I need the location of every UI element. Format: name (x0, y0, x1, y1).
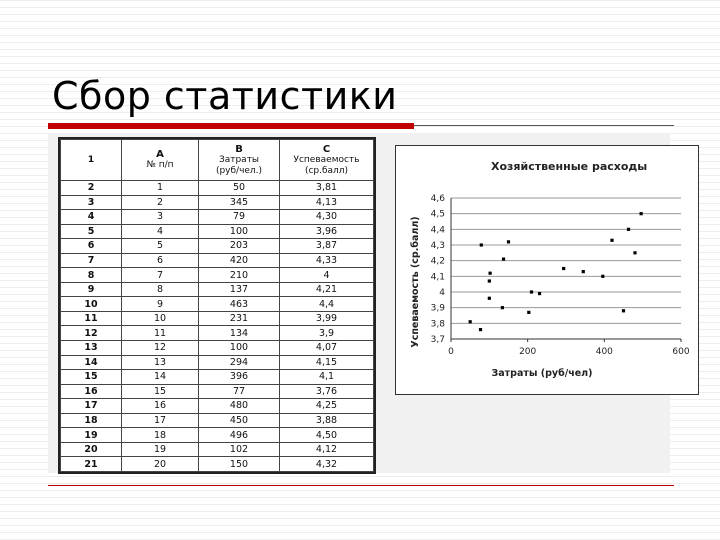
table-cell: 79 (199, 210, 280, 225)
data-point (489, 272, 492, 275)
table-row (61, 253, 374, 268)
header-cell-b (199, 140, 280, 181)
table-cell: 4,12 (280, 442, 374, 457)
table-row (61, 297, 374, 312)
table-cell: 20 (61, 442, 122, 457)
slide-title: Сбор статистики (52, 74, 398, 118)
table-cell: 396 (199, 370, 280, 385)
table-cell: 6 (61, 239, 122, 254)
scatter-chart (395, 145, 699, 395)
data-point (502, 258, 505, 261)
x-tick-label: 400 (595, 347, 613, 357)
table-cell: 3,96 (280, 224, 374, 239)
table-row (61, 268, 374, 283)
data-point (601, 275, 604, 278)
table-row (61, 181, 374, 196)
y-tick-label: 3,9 (430, 303, 445, 314)
table-row (61, 384, 374, 399)
table-cell: 4 (61, 210, 122, 225)
table-cell: 480 (199, 399, 280, 414)
y-tick-label: 3,8 (430, 319, 445, 330)
y-tick-label: 4,2 (430, 256, 445, 267)
table-cell: 11 (122, 326, 199, 341)
table-cell: 4 (122, 224, 199, 239)
table-row (61, 282, 374, 297)
table-row (61, 399, 374, 414)
table-cell: 4,32 (280, 457, 374, 472)
table-cell: 4,15 (280, 355, 374, 370)
table-row (61, 428, 374, 443)
table-row (61, 210, 374, 225)
table-cell: 10 (122, 311, 199, 326)
table-cell: 4,07 (280, 341, 374, 356)
header-sub: (руб/чел.) (215, 165, 263, 176)
table-cell: 2 (61, 181, 122, 196)
table-cell: 20 (122, 457, 199, 472)
table-cell: 7 (122, 268, 199, 283)
table-cell: 420 (199, 253, 280, 268)
table-cell: 3,87 (280, 239, 374, 254)
table-row (61, 457, 374, 472)
table-cell: 18 (122, 428, 199, 443)
table-row (61, 370, 374, 385)
table-cell: 4,25 (280, 399, 374, 414)
table-cell: 50 (199, 181, 280, 196)
title-accent-bar (48, 123, 414, 129)
x-axis-label: Затраты (руб/чел) (491, 368, 593, 379)
table-row (61, 413, 374, 428)
data-point (627, 228, 630, 231)
data-point (610, 239, 613, 242)
table-cell: 5 (122, 239, 199, 254)
y-tick-label: 4,1 (430, 272, 445, 283)
table-cell: 3 (61, 195, 122, 210)
statistics-table-grid (60, 139, 374, 472)
header-sub: (ср.балл) (304, 165, 349, 176)
table-row (61, 341, 374, 356)
table-cell: 3 (122, 210, 199, 225)
data-point (479, 328, 482, 331)
table-cell: 4,1 (280, 370, 374, 385)
table-cell: 345 (199, 195, 280, 210)
table-cell: 19 (61, 428, 122, 443)
table-cell: 134 (199, 326, 280, 341)
header-cell-a (122, 140, 199, 181)
table-cell: 100 (199, 224, 280, 239)
table-cell: 9 (61, 282, 122, 297)
data-point (538, 292, 541, 295)
table-cell: 4,50 (280, 428, 374, 443)
table-cell: 17 (122, 413, 199, 428)
data-point (488, 279, 491, 282)
data-point (480, 243, 483, 246)
table-cell: 463 (199, 297, 280, 312)
data-point (633, 251, 636, 254)
data-point (501, 306, 504, 309)
table-cell: 3,81 (280, 181, 374, 196)
table-cell: 100 (199, 341, 280, 356)
table-cell: 6 (122, 253, 199, 268)
table-cell: 11 (61, 311, 122, 326)
table-cell: 450 (199, 413, 280, 428)
data-point (527, 311, 530, 314)
y-tick-label: 4 (439, 288, 445, 298)
data-point (469, 320, 472, 323)
table-cell: 4,30 (280, 210, 374, 225)
table-cell: 19 (122, 442, 199, 457)
table-cell: 102 (199, 442, 280, 457)
table-cell: 9 (122, 297, 199, 312)
y-tick-label: 4,4 (430, 225, 445, 236)
table-row (61, 442, 374, 457)
y-tick-label: 3,7 (430, 335, 445, 345)
y-tick-label: 4,6 (430, 194, 445, 204)
table-cell: 294 (199, 355, 280, 370)
table-cell: 13 (122, 355, 199, 370)
table-cell: 8 (122, 282, 199, 297)
table-cell: 4,33 (280, 253, 374, 268)
table-cell: 150 (199, 457, 280, 472)
y-axis-label: Успеваемость (ср.балл) (410, 216, 421, 348)
table-row (61, 311, 374, 326)
table-header-row (61, 140, 374, 181)
table-cell: 203 (199, 239, 280, 254)
table-cell: 496 (199, 428, 280, 443)
chart-title: Хозяйственные расходы (491, 160, 648, 173)
column-letter: B (235, 143, 243, 155)
y-tick-label: 4,3 (430, 241, 445, 251)
table-row (61, 195, 374, 210)
table-row (61, 239, 374, 254)
data-point (640, 212, 643, 215)
table-cell: 2 (122, 195, 199, 210)
table-cell: 18 (61, 413, 122, 428)
table-cell: 15 (122, 384, 199, 399)
table-row (61, 326, 374, 341)
bottom-rule (48, 485, 674, 486)
table-cell: 10 (61, 297, 122, 312)
table-cell: 4,4 (280, 297, 374, 312)
table-body (61, 181, 374, 472)
table-cell: 4,13 (280, 195, 374, 210)
column-letter: C (322, 143, 331, 155)
x-tick-label: 600 (672, 347, 690, 357)
table-cell: 21 (61, 457, 122, 472)
statistics-table (58, 137, 376, 474)
data-point (562, 267, 565, 270)
table-cell: 137 (199, 282, 280, 297)
table-cell: 3,99 (280, 311, 374, 326)
data-point (530, 290, 533, 293)
header-cell-c (280, 140, 374, 181)
data-point (622, 309, 625, 312)
table-cell: 12 (122, 341, 199, 356)
table-cell: 8 (61, 268, 122, 283)
table-cell: 13 (61, 341, 122, 356)
table-cell: 5 (61, 224, 122, 239)
data-point (582, 270, 585, 273)
x-tick-label: 0 (448, 347, 454, 357)
table-row (61, 224, 374, 239)
table-cell: 77 (199, 384, 280, 399)
header-name: Затраты (218, 154, 260, 165)
scatter-chart-svg (396, 146, 698, 394)
data-point (488, 297, 491, 300)
table-cell: 7 (61, 253, 122, 268)
title-rule (414, 125, 674, 126)
y-tick-label: 4,5 (430, 209, 445, 220)
header-name: 1 (87, 154, 95, 165)
table-cell: 16 (61, 384, 122, 399)
table-cell: 4 (280, 268, 374, 283)
table-cell: 3,76 (280, 384, 374, 399)
table-cell: 14 (122, 370, 199, 385)
table-cell: 16 (122, 399, 199, 414)
table-cell: 15 (61, 370, 122, 385)
table-cell: 17 (61, 399, 122, 414)
table-cell: 1 (122, 181, 199, 196)
table-cell: 231 (199, 311, 280, 326)
table-cell: 210 (199, 268, 280, 283)
table-row (61, 355, 374, 370)
table-cell: 14 (61, 355, 122, 370)
table-cell: 3,88 (280, 413, 374, 428)
table-cell: 12 (61, 326, 122, 341)
header-name: № п/п (146, 160, 174, 170)
table-cell: 3,9 (280, 326, 374, 341)
header-cell-row-number (61, 140, 122, 181)
table-cell: 4,21 (280, 282, 374, 297)
header-name: Успеваемость (293, 154, 360, 165)
data-point (507, 240, 510, 243)
column-letter: A (156, 149, 164, 160)
x-tick-label: 200 (519, 347, 537, 357)
